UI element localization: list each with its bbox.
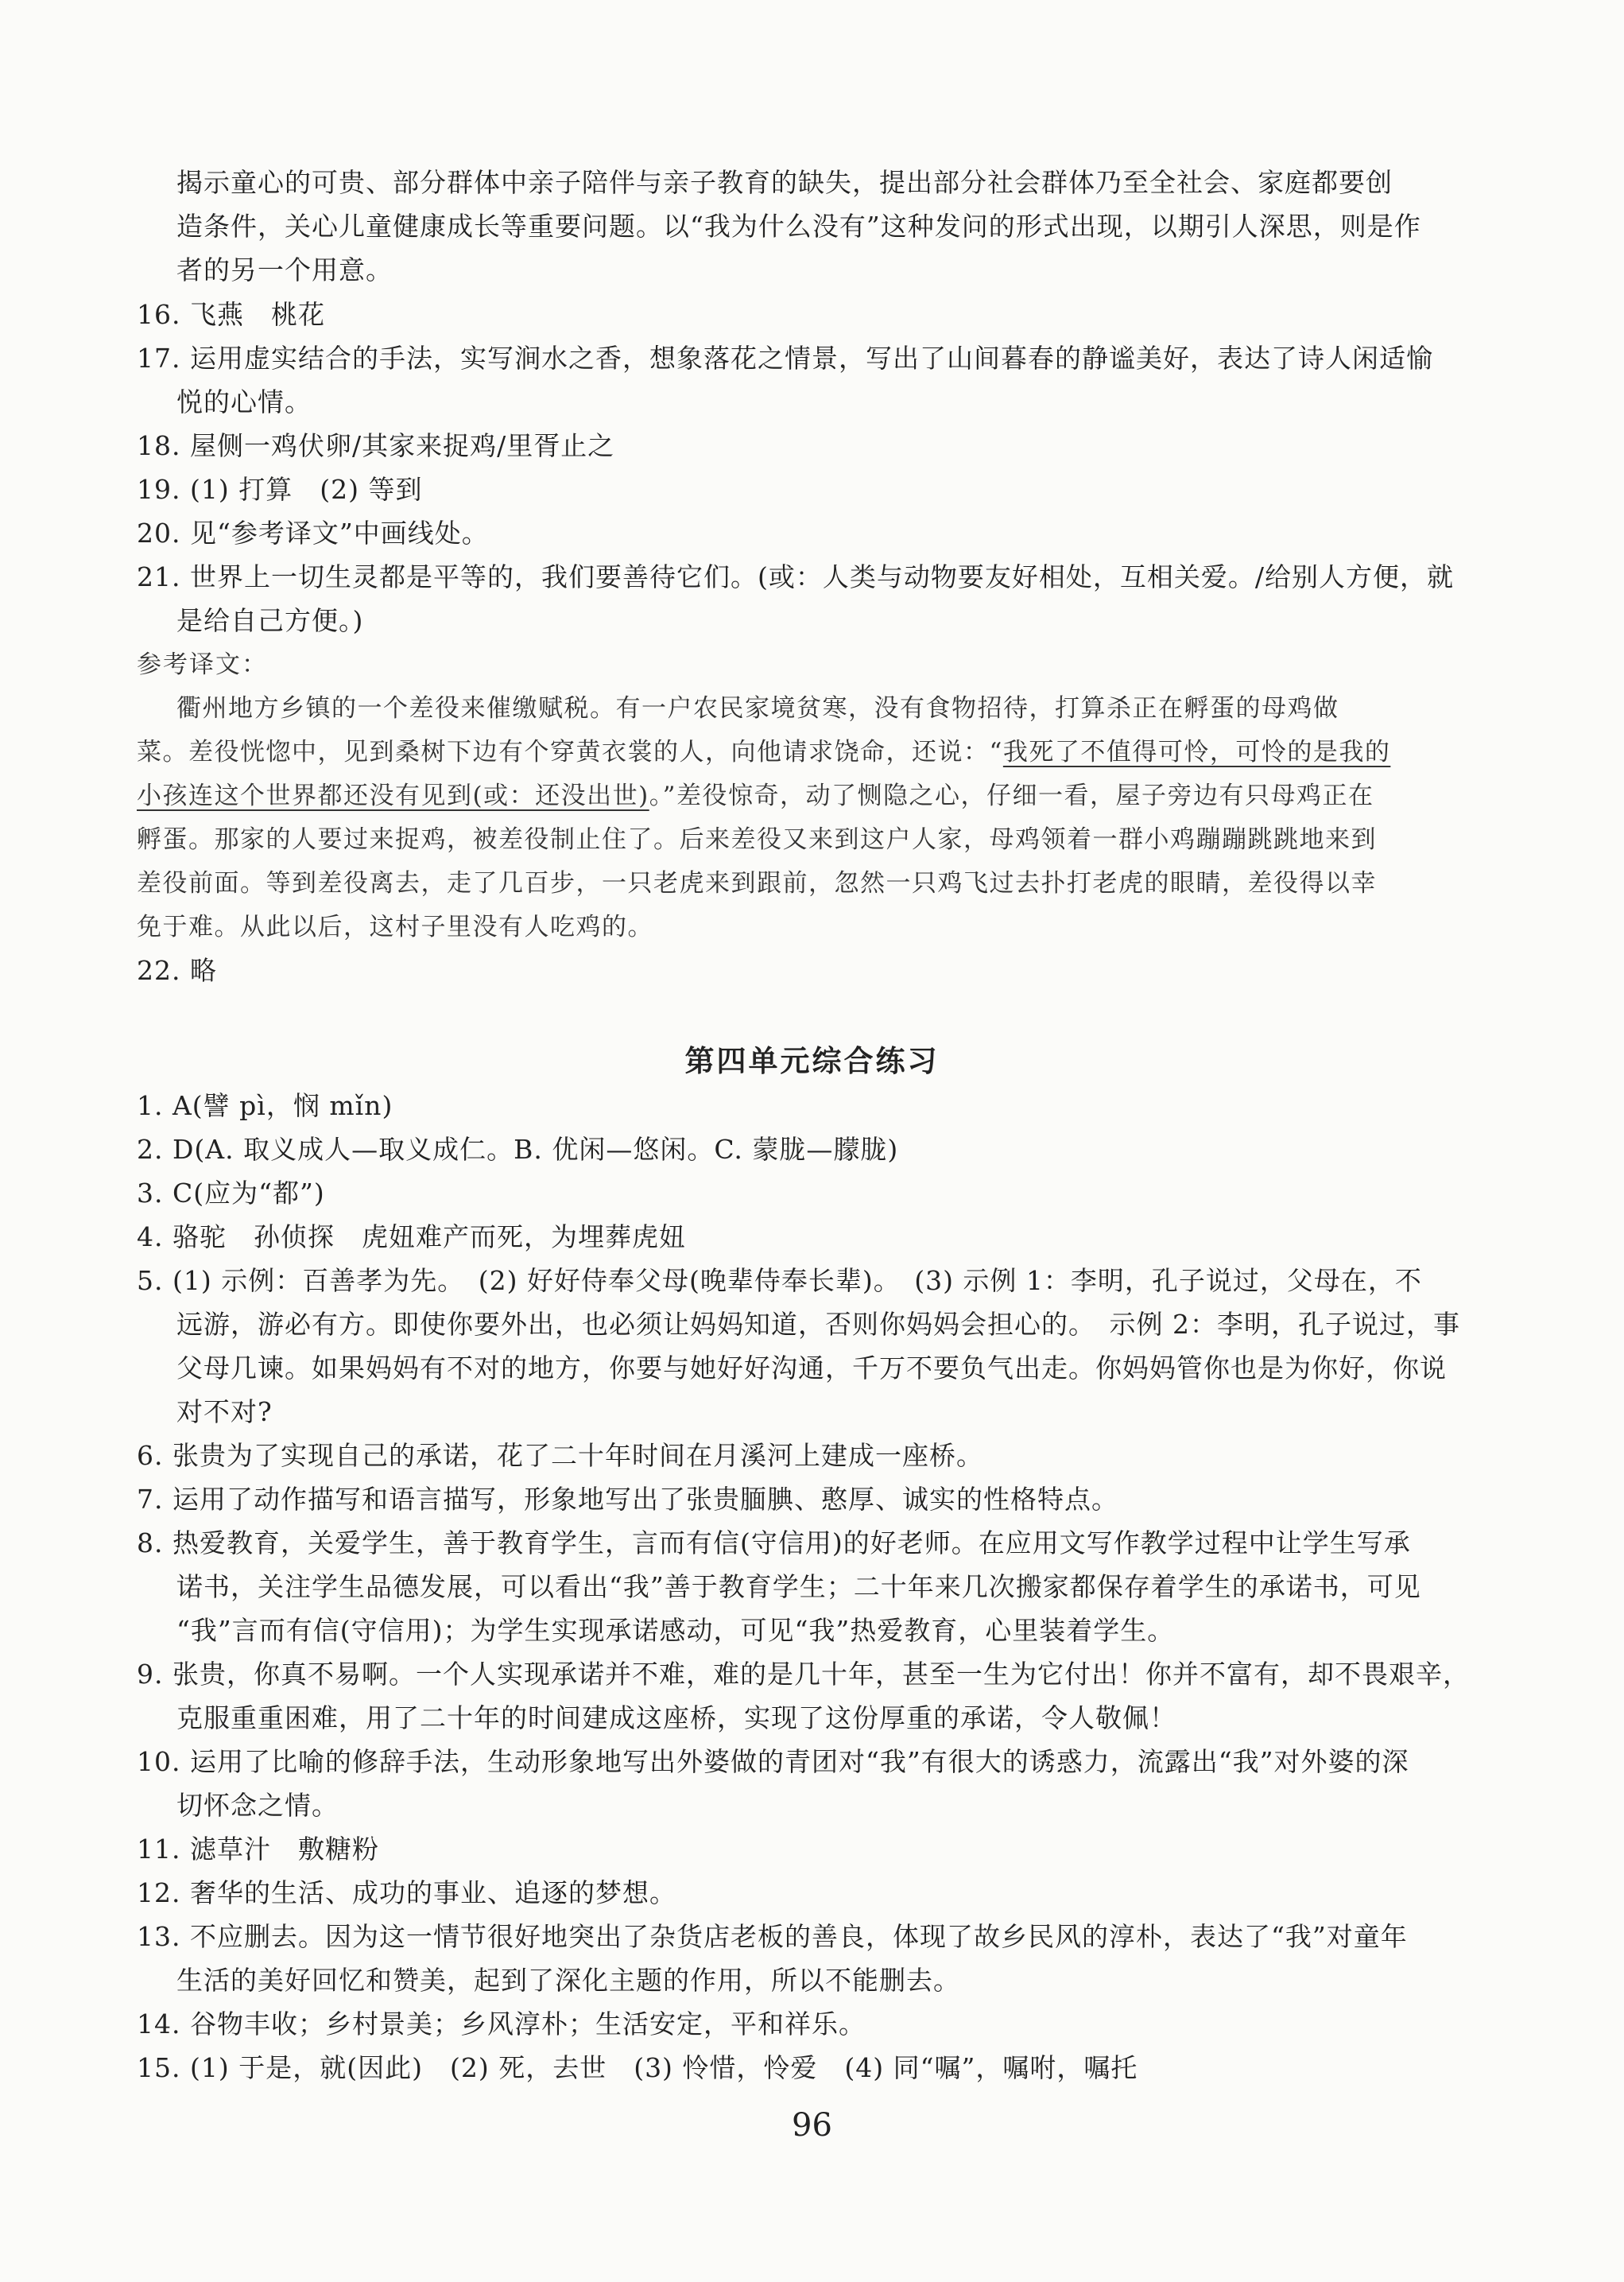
answer-b11: 11. 滤草汁 敷糖粉 — [137, 1834, 379, 1865]
answer-b2: 2. D(A. 取义成人—取义成仁。B. 优闲—悠闲。C. 蒙胧—朦胧) — [137, 1134, 899, 1165]
answer-b1: 1. A(譬 pì，悯 mǐn) — [137, 1090, 393, 1121]
answer-16: 16. 飞燕 桃花 — [137, 299, 325, 330]
translation-line-6: 免于难。从此以后，这村子里没有人吃鸡的。 — [137, 913, 653, 941]
translation-line-5: 差役前面。等到差役离去，走了几百步，一只老虎来到跟前，忽然一只鸡飞过去扑打老虎的眼睛，差役得以幸 — [137, 869, 1377, 898]
answer-b13-line-1: 13. 不应删去。因为这一情节很好地突出了杂货店老板的善良，体现了故乡民风的淳朴，表达了“我”对童年 — [137, 1921, 1408, 1952]
answer-b5-line-1: 5. (1) 示例：百善孝为先。 (2) 好好侍奉父母(晚辈侍奉长辈)。 (3) 示例 1：李明，孔子说过，父母在，不 — [137, 1265, 1422, 1296]
translation-line-2 — [137, 736, 1390, 768]
translation-line-4: 孵蛋。那家的人要过来捉鸡，被差役制止住了。后来差役又来到这户人家，母鸡领着一群小鸡蹦蹦跳跳地来到 — [137, 825, 1377, 854]
answer-b10-line-2: 切怀念之情。 — [176, 1790, 339, 1821]
answer-21-line-2: 是给自己方便。) — [176, 605, 364, 636]
translation-line-1: 衢州地方乡镇的一个差役来催缴赋税。有一户农民家境贫寒，没有食物招待，打算杀正在孵蛋的母鸡做 — [176, 694, 1339, 723]
answer-b7: 7. 运用了动作描写和语言描写，形象地写出了张贵腼腆、憨厚、诚实的性格特点。 — [137, 1484, 1118, 1515]
answer-22: 22. 略 — [137, 955, 217, 986]
intro-line-2: 造条件，关心儿童健康成长等重要问题。以“我为什么没有”这种发问的形式出现，以期引人深思，则是作 — [176, 211, 1421, 242]
answer-18: 18. 屋侧一鸡伏卵/其家来捉鸡/里胥止之 — [137, 430, 615, 461]
answer-b10-line-1: 10. 运用了比喻的修辞手法，生动形象地写出外婆做的青团对“我”有很大的诱惑力，流露出“我”对外婆的深 — [137, 1746, 1409, 1777]
answer-20: 20. 见“参考译文”中画线处。 — [137, 518, 489, 549]
answer-b14: 14. 谷物丰收；乡村景美；乡风淳朴；生活安定，平和祥乐。 — [137, 2008, 866, 2039]
translation-line-3-text: 。”差役惊奇，动了恻隐之心，仔细一看，屋子旁边有只母鸡正在 — [649, 782, 1374, 810]
section-title: 第四单元综合练习 — [684, 1044, 940, 1078]
answer-b12: 12. 奢华的生活、成功的事业、追逐的梦想。 — [137, 1877, 676, 1908]
answer-17-line-2: 悦的心情。 — [176, 386, 312, 417]
answer-b5-line-2: 远游，游必有方。即使你要外出，也必须让妈妈知道，否则你妈妈会担心的。 示例 2：李明，孔子说过，事 — [176, 1309, 1460, 1340]
answer-b9-line-2: 克服重重困难，用了二十年的时间建成这座桥，实现了这份厚重的承诺，令人敬佩！ — [176, 1702, 1176, 1733]
answer-b8-line-1: 8. 热爱教育，关爱学生，善于教育学生，言而有信(守信用)的好老师。在应用文写作教学过程中让学生写承 — [137, 1527, 1411, 1558]
answer-b8-line-2: 诺书，关注学生品德发展，可以看出“我”善于教育学生；二十年来几次搬家都保存着学生的承诺书，可见 — [176, 1571, 1421, 1602]
translation-line-3 — [137, 780, 1374, 812]
answer-b3: 3. C(应为“都”) — [137, 1178, 325, 1209]
intro-line-3: 者的另一个用意。 — [176, 254, 393, 285]
translation-underlined-1: 我死了不值得可怜，可怜的是我的 — [1002, 738, 1391, 766]
translation-line-2-text: 菜。差役恍惚中，见到桑树下边有个穿黄衣裳的人，向他请求饶命，还说：“ — [137, 738, 1003, 766]
answer-b5-line-4: 对不对? — [176, 1396, 273, 1427]
page-number: 96 — [792, 2107, 832, 2144]
answer-b15: 15. (1) 于是，就(因此) (2) 死，去世 (3) 怜惜，怜爱 (4) 同“嘱”，嘱咐，嘱托 — [137, 2052, 1138, 2083]
answer-b8-line-3: “我”言而有信(守信用)；为学生实现承诺感动，可见“我”热爱教育，心里装着学生。 — [176, 1615, 1175, 1646]
answer-b5-line-3: 父母几谏。如果妈妈有不对的地方，你要与她好好沟通，千万不要负气出走。你妈妈管你也是为你好，你说 — [176, 1353, 1447, 1384]
answer-b6: 6. 张贵为了实现自己的承诺，花了二十年时间在月溪河上建成一座桥。 — [137, 1440, 983, 1471]
translation-underlined-2: 小孩连这个世界都还没有见到(或：还没出世) — [137, 782, 649, 810]
answer-21-line-1: 21. 世界上一切生灵都是平等的，我们要善待它们。(或：人类与动物要友好相处，互相关爱。/给别人方便，就 — [137, 561, 1454, 592]
answer-17-line-1: 17. 运用虚实结合的手法，实写涧水之香，想象落花之情景，写出了山间暮春的静谧美好，表达了诗人闲适愉 — [137, 343, 1433, 374]
answer-b9-line-1: 9. 张贵，你真不易啊。一个人实现承诺并不难，难的是几十年，甚至一生为它付出！你并不富有，却不畏艰辛， — [137, 1659, 1470, 1690]
answer-b4: 4. 骆驼 孙侦探 虎妞难产而死，为埋葬虎妞 — [137, 1221, 686, 1252]
answer-19: 19. (1) 打算 (2) 等到 — [137, 474, 423, 505]
answer-b13-line-2: 生活的美好回忆和赞美，起到了深化主题的作用，所以不能删去。 — [176, 1965, 960, 1996]
intro-line-1: 揭示童心的可贵、部分群体中亲子陪伴与亲子教育的缺失，提出部分社会群体乃至全社会、家庭都要创 — [176, 167, 1393, 198]
translation-label: 参考译文： — [137, 650, 268, 679]
